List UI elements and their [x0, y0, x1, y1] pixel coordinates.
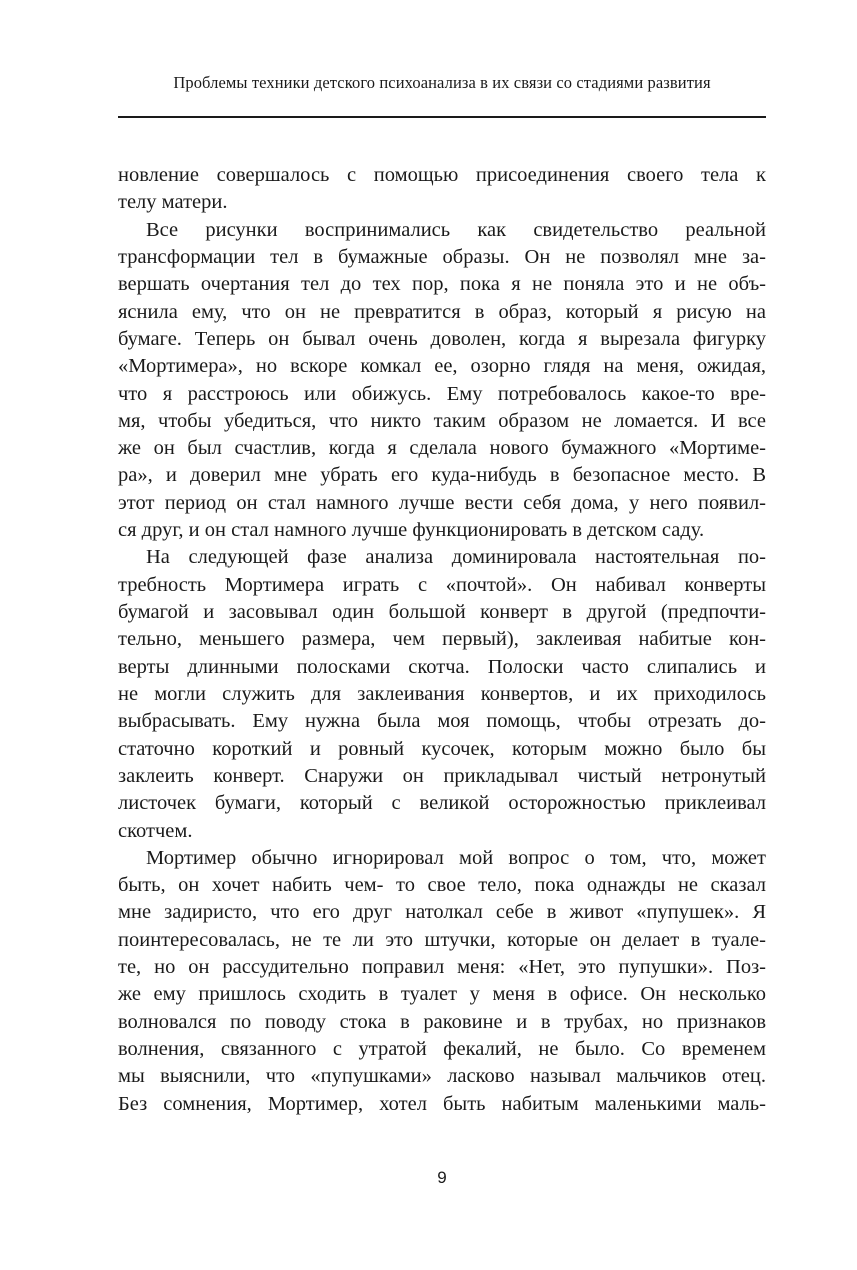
- text-line: ра», и доверил мне убрать его куда-нибудь в безопасное место. В: [118, 464, 766, 487]
- text-line: Мортимер обычно игнорировал мой вопрос о том, что, может: [146, 846, 766, 869]
- text-line: ся друг, и он стал намного лучше функционировать в детском саду.: [118, 519, 705, 542]
- text-line: быть, он хочет набить чем- то свое тело, пока однажды не сказал: [118, 874, 766, 897]
- text-line: бумагой и засовывал один большой конверт в другой (предпочти-: [118, 601, 766, 623]
- text-line: поинтересовалась, не те ли это штучки, которые он делает в туале-: [118, 928, 766, 951]
- text-line: бумаге. Теперь он бывал очень доволен, когда я вырезала фигурку: [118, 327, 766, 350]
- running-header: Проблемы техники детского психоанализа в их связи со стадиями развития: [173, 73, 711, 92]
- text-line: волновался по поводу стока в раковине и в трубах, но признаков: [118, 1010, 766, 1033]
- text-line: телу матери.: [118, 191, 228, 214]
- text-line: что я расстроюсь или обижусь. Ему потребовалось какое-то вре-: [118, 382, 766, 405]
- body-text: [118, 162, 766, 1118]
- text-line: яснила ему, что он не превратится в образ, который я рисую на: [118, 300, 766, 323]
- text-line: требность Мортимера играть с «почтой». Он набивал конверты: [118, 573, 766, 596]
- text-line: скотчем.: [118, 819, 193, 842]
- text-line: заклеить конверт. Снаружи он прикладывал чистый нетронутый: [118, 764, 766, 787]
- text-line: Все рисунки воспринимались как свидетельство реальной: [146, 218, 766, 241]
- header-rule: [118, 116, 766, 118]
- text-line: выбрасывать. Ему нужна была моя помощь, чтобы отрезать до-: [118, 710, 766, 733]
- text-line: вершать очертания тел до тех пор, пока я не поняла это и не объ-: [118, 273, 766, 296]
- text-line: На следующей фазе анализа доминировала настоятельная по-: [146, 546, 766, 569]
- text-line: те, но он рассудительно поправил меня: «Нет, это пупушки». Поз-: [118, 956, 766, 979]
- text-line: мы выяснили, что «пупушками» ласково называл мальчиков отец.: [118, 1065, 766, 1088]
- text-line: не могли служить для заклеивания конвертов, и их приходилось: [118, 682, 766, 705]
- text-line: «Мортимера», но вскоре комкал ее, озорно глядя на меня, ожидая,: [118, 355, 766, 378]
- text-line: тельно, меньшего размера, чем первый), заклеивая набитые кон-: [118, 628, 766, 651]
- text-line: волнения, связанного с утратой фекалий, не было. Со временем: [118, 1038, 766, 1060]
- text-line: этот период он стал намного лучше вести себя дома, у него появил-: [118, 491, 766, 514]
- page-number: 9: [437, 1168, 447, 1187]
- text-line: листочек бумаги, который с великой осторожностью приклеивал: [118, 792, 766, 815]
- text-line: верты длинными полосками скотча. Полоски часто слипались и: [118, 655, 766, 678]
- text-line: мя, чтобы убедиться, что никто таким образом не ломается. И все: [118, 409, 766, 432]
- text-line: Без сомнения, Мортимер, хотел быть набитым маленькими маль-: [118, 1092, 766, 1115]
- text-line: статочно короткий и ровный кусочек, которым можно было бы: [118, 737, 766, 760]
- text-line: новление совершалось с помощью присоединения своего тела к: [118, 164, 766, 186]
- text-line: же ему пришлось сходить в туалет у меня в офисе. Он несколько: [118, 983, 766, 1006]
- text-line: же он был счастлив, когда я сделала нового бумажного «Мортиме-: [118, 437, 766, 460]
- text-line: мне задиристо, что его друг натолкал себе в живот «пупушек». Я: [118, 901, 766, 924]
- text-line: трансформации тел в бумажные образы. Он не позволял мне за-: [118, 245, 766, 268]
